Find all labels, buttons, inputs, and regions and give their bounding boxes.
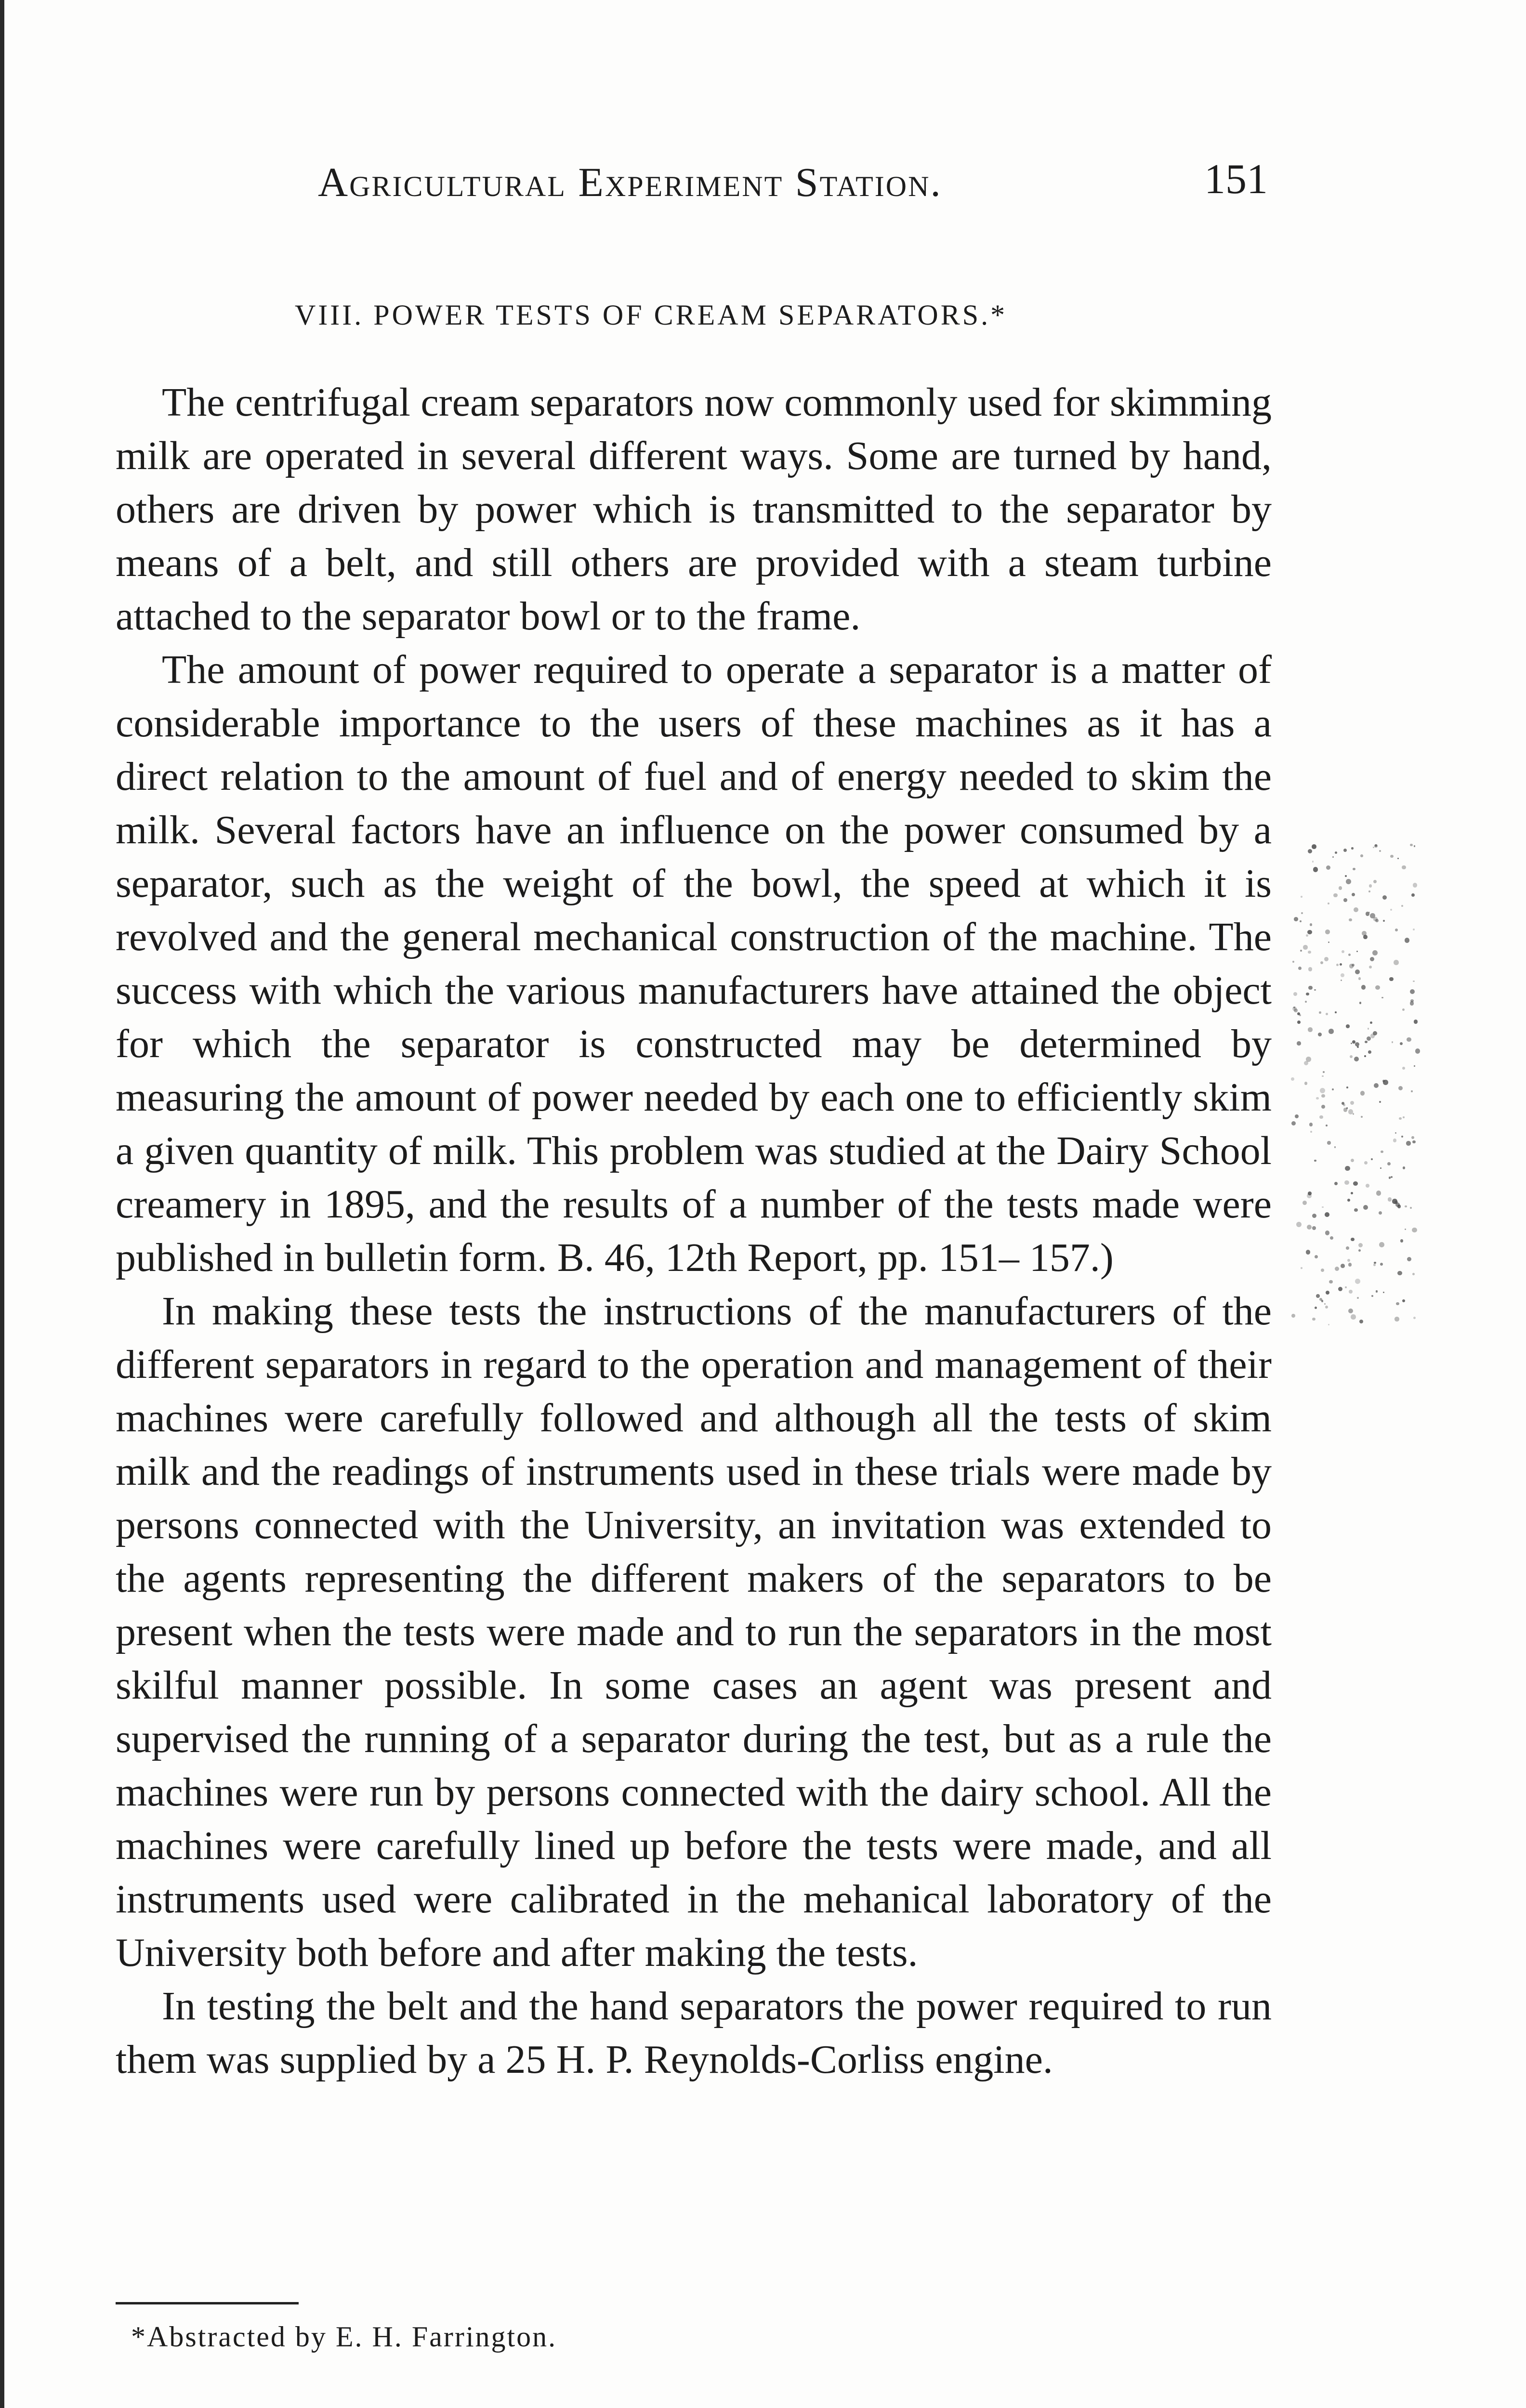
print-speckle bbox=[1308, 967, 1313, 971]
print-speckle bbox=[1370, 957, 1374, 961]
print-speckle bbox=[1379, 1211, 1382, 1215]
print-speckle bbox=[1305, 1001, 1307, 1003]
running-header-title: Agricultural Experiment Station. bbox=[318, 159, 942, 205]
print-speckle bbox=[1313, 867, 1318, 872]
print-speckle bbox=[1345, 875, 1347, 877]
print-speckle bbox=[1302, 1201, 1307, 1205]
print-speckle bbox=[1355, 1042, 1359, 1047]
print-speckle bbox=[1413, 1317, 1416, 1319]
print-speckle bbox=[1370, 1021, 1372, 1024]
print-speckle bbox=[1343, 849, 1347, 852]
print-speckle bbox=[1368, 890, 1370, 892]
print-speckle bbox=[1308, 849, 1312, 853]
print-speckle bbox=[1412, 1273, 1415, 1275]
print-speckle bbox=[1351, 1314, 1355, 1319]
print-speckle bbox=[1293, 992, 1297, 996]
print-speckle bbox=[1319, 1115, 1323, 1119]
print-speckle bbox=[1341, 1264, 1345, 1268]
print-speckle bbox=[1296, 1222, 1302, 1227]
print-speckle bbox=[1303, 945, 1307, 949]
print-speckle bbox=[1400, 1042, 1403, 1045]
print-speckle bbox=[1393, 1139, 1396, 1142]
paragraph-4: In testing the belt and the hand separators the power required to run them was supplied by a 25 H. P. Reynolds-Corliss engine. bbox=[116, 1984, 1272, 2082]
print-speckle bbox=[1341, 973, 1344, 977]
print-speckle bbox=[1332, 856, 1334, 858]
print-speckle bbox=[1301, 912, 1303, 914]
print-speckle bbox=[1405, 938, 1409, 942]
print-speckle bbox=[1346, 1246, 1349, 1250]
print-speckle bbox=[1396, 1302, 1399, 1305]
print-speckle bbox=[1306, 1250, 1310, 1254]
print-speckle bbox=[1326, 865, 1330, 870]
print-speckle bbox=[1319, 1011, 1321, 1014]
print-speckle bbox=[1407, 1257, 1411, 1261]
print-speckle bbox=[1359, 1320, 1363, 1323]
print-speckle bbox=[1312, 1318, 1316, 1321]
print-speckle bbox=[1403, 1116, 1405, 1118]
print-speckle bbox=[1410, 1001, 1414, 1006]
print-speckle bbox=[1357, 1297, 1359, 1299]
print-speckle bbox=[1314, 1160, 1316, 1162]
print-speckle bbox=[1326, 1013, 1329, 1016]
print-speckle bbox=[1351, 847, 1353, 849]
print-speckle bbox=[1312, 844, 1316, 849]
print-speckle bbox=[1374, 1083, 1379, 1088]
print-speckle bbox=[1321, 1094, 1325, 1098]
print-speckle bbox=[1375, 985, 1380, 990]
print-speckle bbox=[1401, 905, 1403, 907]
print-speckle bbox=[1366, 1184, 1369, 1188]
print-speckle bbox=[1325, 929, 1330, 934]
print-speckle bbox=[1363, 1205, 1368, 1210]
print-speckle bbox=[1413, 883, 1418, 888]
print-speckle bbox=[1379, 1242, 1384, 1247]
print-speckle bbox=[1321, 1105, 1325, 1109]
print-speckle bbox=[1306, 934, 1309, 937]
print-speckle bbox=[1381, 997, 1383, 998]
print-speckle bbox=[1325, 1306, 1329, 1309]
print-speckle bbox=[1390, 909, 1392, 911]
print-speckle bbox=[1354, 1208, 1358, 1212]
print-speckle bbox=[1315, 1307, 1317, 1309]
print-speckle bbox=[1358, 1249, 1361, 1252]
print-speckle bbox=[1380, 1167, 1381, 1169]
footnote-rule bbox=[116, 2302, 299, 2304]
print-speckle bbox=[1345, 1286, 1347, 1288]
print-speckle bbox=[1376, 1290, 1378, 1292]
print-speckle bbox=[1361, 985, 1366, 989]
print-speckle bbox=[1376, 1191, 1381, 1195]
print-speckle bbox=[1356, 951, 1358, 953]
print-speckle bbox=[1309, 1123, 1313, 1126]
print-speckle bbox=[1369, 884, 1372, 887]
print-speckle bbox=[1412, 1140, 1416, 1144]
print-speckle bbox=[1322, 1206, 1324, 1208]
print-speckle bbox=[1334, 1182, 1338, 1185]
print-speckle bbox=[1332, 1088, 1334, 1090]
print-speckle bbox=[1415, 1048, 1421, 1054]
print-speckle bbox=[1402, 1008, 1405, 1011]
print-speckle bbox=[1306, 993, 1309, 995]
print-speckle bbox=[1347, 1199, 1350, 1202]
print-speckle bbox=[1312, 1226, 1316, 1230]
print-speckle bbox=[1397, 1271, 1402, 1275]
print-speckle bbox=[1354, 907, 1358, 912]
print-speckle bbox=[1304, 1061, 1308, 1065]
print-speckle bbox=[1334, 1146, 1336, 1148]
print-speckle bbox=[1346, 879, 1351, 884]
print-speckle bbox=[1360, 854, 1363, 857]
print-speckle bbox=[1297, 1041, 1301, 1045]
print-speckle bbox=[1318, 1033, 1322, 1036]
print-speckle bbox=[1325, 1230, 1329, 1235]
print-speckle bbox=[1371, 1295, 1373, 1297]
print-speckle bbox=[1346, 1086, 1348, 1088]
print-speckle bbox=[1403, 1166, 1406, 1169]
print-speckle bbox=[1308, 1027, 1312, 1032]
print-speckle bbox=[1301, 896, 1302, 898]
print-speckle bbox=[1328, 1324, 1329, 1325]
print-speckle bbox=[1410, 989, 1415, 994]
print-speckle bbox=[1360, 1091, 1365, 1095]
print-speckle bbox=[1291, 1077, 1294, 1081]
body-text bbox=[116, 376, 1272, 2086]
print-speckle bbox=[1330, 1236, 1333, 1240]
print-speckle bbox=[1373, 1264, 1376, 1266]
print-speckle bbox=[1347, 1259, 1351, 1262]
print-speckle bbox=[1338, 1287, 1342, 1291]
print-speckle bbox=[1349, 1290, 1353, 1294]
print-speckle bbox=[1291, 1121, 1296, 1125]
print-speckle bbox=[1351, 1159, 1354, 1162]
print-speckle bbox=[1321, 1269, 1324, 1272]
print-speckle bbox=[1312, 1214, 1316, 1218]
print-speckle bbox=[1406, 1141, 1410, 1145]
print-speckle bbox=[1413, 981, 1415, 982]
print-speckle bbox=[1292, 961, 1294, 963]
print-speckle bbox=[1328, 942, 1329, 943]
print-speckle bbox=[1395, 929, 1398, 931]
print-speckle bbox=[1307, 1225, 1312, 1230]
print-speckle bbox=[1351, 1238, 1355, 1242]
print-speckle bbox=[1325, 1212, 1329, 1217]
print-speckle bbox=[1388, 1197, 1392, 1202]
print-speckle bbox=[1373, 880, 1377, 883]
print-speckle bbox=[1379, 850, 1381, 852]
print-speckle bbox=[1326, 1291, 1329, 1295]
print-speckle bbox=[1326, 1125, 1328, 1126]
print-speckle bbox=[1411, 893, 1415, 897]
page-number: 151 bbox=[1204, 156, 1268, 203]
print-speckle bbox=[1307, 930, 1312, 934]
print-speckle bbox=[1402, 1299, 1405, 1302]
print-speckle bbox=[1335, 1267, 1339, 1271]
print-speckle bbox=[1349, 918, 1352, 922]
print-speckle bbox=[1390, 855, 1394, 858]
print-speckle bbox=[1383, 1292, 1384, 1293]
print-speckle bbox=[1414, 1020, 1418, 1024]
print-speckle bbox=[1323, 1071, 1325, 1073]
footnote: *Abstracted by E. H. Farrington. bbox=[131, 2321, 557, 2353]
print-speckle bbox=[1394, 1317, 1399, 1321]
print-speckle bbox=[1344, 1180, 1349, 1185]
print-speckle bbox=[1352, 1040, 1355, 1044]
print-speckle bbox=[1361, 1116, 1363, 1118]
print-speckle bbox=[1320, 1088, 1325, 1093]
print-speckle bbox=[1329, 1280, 1333, 1284]
print-speckle bbox=[1358, 977, 1361, 980]
print-speckle bbox=[1400, 1239, 1403, 1242]
print-speckle bbox=[1329, 1029, 1333, 1034]
print-speckle bbox=[1394, 960, 1399, 965]
print-speckle bbox=[1374, 844, 1378, 848]
print-speckle bbox=[1368, 1028, 1369, 1030]
print-speckle bbox=[1398, 1086, 1403, 1090]
print-speckle bbox=[1379, 1101, 1381, 1103]
print-speckle bbox=[1368, 912, 1370, 913]
section-title: VIII. POWER TESTS OF CREAM SEPARATORS.* bbox=[295, 299, 1008, 331]
print-speckle bbox=[1298, 967, 1302, 970]
print-speckle bbox=[1327, 1141, 1330, 1144]
print-speckle bbox=[1369, 966, 1372, 969]
print-speckle bbox=[1414, 1065, 1415, 1067]
print-speckle bbox=[1291, 1314, 1295, 1318]
print-speckle bbox=[1355, 969, 1360, 974]
print-speckle bbox=[1353, 1181, 1357, 1186]
print-speckle bbox=[1372, 950, 1378, 955]
print-speckle bbox=[1310, 1131, 1312, 1133]
print-speckle bbox=[1304, 1082, 1307, 1085]
print-speckle bbox=[1295, 1114, 1299, 1119]
print-speckle bbox=[1300, 920, 1302, 922]
print-speckle bbox=[1407, 1037, 1411, 1042]
print-speckle bbox=[1322, 1075, 1324, 1077]
print-speckle bbox=[1402, 865, 1406, 869]
print-speckle bbox=[1315, 1255, 1318, 1258]
print-speckle bbox=[1341, 980, 1342, 981]
print-speckle bbox=[1297, 1012, 1300, 1015]
print-speckle bbox=[1383, 1080, 1388, 1085]
print-speckle bbox=[1381, 1151, 1383, 1153]
print-speckle bbox=[1294, 917, 1298, 921]
print-speckle bbox=[1300, 950, 1302, 952]
print-speckle bbox=[1354, 1057, 1359, 1061]
print-speckle bbox=[1352, 893, 1355, 896]
print-speckle bbox=[1370, 913, 1375, 918]
print-speckle bbox=[1312, 861, 1314, 863]
print-speckle bbox=[1346, 1024, 1349, 1028]
print-speckle bbox=[1345, 1166, 1350, 1171]
print-speckle bbox=[1314, 989, 1316, 991]
print-speckle bbox=[1410, 1207, 1412, 1209]
paragraph-1: The centrifugal cream separators now commonly used for skimming milk are operated in several different ways. Some are turned by hand, others are driven by power which is transmitted to the separator by means of a belt, and still others are provided with a steam turbine attached to the separator bowl or to the frame. bbox=[116, 380, 1272, 639]
paragraph-2: The amount of power required to operate a separator is a matter of considerable importance to the users of these machines as it has a direct relation to the amount of fuel and of energy needed to skim the milk. Several factors have an influence on the power consumed by a separator, such as the weight of the bowl, the speed at which it is revolved and the general mechanical construction of the machine. The success with which the various manufacturers have attained the object for which the separator is constructed may be determined by measuring the amount of power needed by each one to efficiently skim a given quantity of milk. This problem was studied at the Dairy School creamery in 1895, and the results of a number of the tests made were published in bulletin form. B. 46, 12th Report, pp. 151– 157.) bbox=[116, 647, 1272, 1280]
print-speckle bbox=[1348, 1109, 1353, 1114]
print-speckle bbox=[1414, 845, 1416, 847]
print-speckle bbox=[1336, 964, 1339, 966]
print-speckle bbox=[1319, 1298, 1322, 1301]
print-speckle bbox=[1351, 1192, 1353, 1194]
print-speckle bbox=[1364, 1055, 1366, 1057]
print-speckle bbox=[1363, 935, 1368, 939]
print-speckle bbox=[1405, 1205, 1407, 1207]
print-speckle bbox=[1413, 929, 1415, 930]
print-speckle bbox=[1395, 1132, 1396, 1134]
print-speckle bbox=[1310, 923, 1312, 926]
print-speckle bbox=[1349, 964, 1354, 968]
print-speckle bbox=[1308, 1191, 1312, 1195]
print-speckle bbox=[1348, 1309, 1353, 1313]
print-speckle bbox=[1335, 851, 1337, 854]
print-speckle bbox=[1383, 920, 1385, 922]
print-speckle bbox=[1328, 903, 1329, 904]
print-speckle bbox=[1350, 1101, 1354, 1105]
print-speckle bbox=[1392, 1199, 1397, 1204]
print-speckle bbox=[1320, 961, 1323, 964]
print-speckle bbox=[1308, 986, 1312, 990]
print-speckle bbox=[1333, 893, 1337, 897]
print-speckle bbox=[1391, 1176, 1393, 1178]
print-speckle bbox=[1397, 858, 1399, 859]
print-speckle bbox=[1342, 950, 1344, 953]
print-speckle bbox=[1316, 1294, 1320, 1298]
print-speckle bbox=[1389, 977, 1393, 981]
print-speckle bbox=[1402, 1067, 1405, 1070]
print-speckle bbox=[1358, 1243, 1363, 1248]
print-speckle bbox=[1297, 1021, 1301, 1024]
print-speckle bbox=[1380, 1263, 1383, 1266]
print-speckle bbox=[1387, 1162, 1391, 1165]
print-speckle bbox=[1411, 1136, 1414, 1139]
print-speckle bbox=[1353, 868, 1355, 870]
paragraph-3: In making these tests the instructions of the manufacturers of the different separators in regard to the operation and management of their machines were carefully followed and although all the tests of skim milk and the readings of instruments used in these trials were made by persons connected with the University, an invitation was extended to the agents representing the different makers of the separators to be present when the tests were made and to run the separators in the most skilful manner possible. In some cases an agent was present and supervised the running of a separator during the test, but as a rule the machines were run by persons connected with the dairy school. All the machines were carefully lined up before the tests were made, and all instruments used were calibrated in the mehanical laboratory of the University both before and after making the tests. bbox=[116, 1289, 1272, 1975]
print-speckle bbox=[1364, 1161, 1368, 1165]
print-speckle bbox=[1350, 1055, 1353, 1058]
print-speckle bbox=[1412, 1228, 1417, 1232]
print-speckle bbox=[1343, 898, 1347, 902]
print-speckle bbox=[1301, 1267, 1302, 1269]
print-speckle bbox=[1346, 1107, 1348, 1109]
print-speckle bbox=[1370, 1034, 1375, 1038]
print-speckle bbox=[1324, 1303, 1326, 1305]
print-speckle bbox=[1335, 1011, 1337, 1013]
print-speckle bbox=[1348, 954, 1351, 956]
print-speckle bbox=[1368, 1050, 1371, 1054]
print-speckle bbox=[1365, 1041, 1367, 1043]
print-speckle bbox=[1405, 1229, 1407, 1230]
print-speckle bbox=[1340, 963, 1342, 966]
print-speckle bbox=[1339, 886, 1342, 890]
print-speckle bbox=[1355, 1279, 1360, 1284]
print-speckle bbox=[1359, 1002, 1361, 1004]
print-speckle bbox=[1371, 1158, 1373, 1161]
page-binding-edge bbox=[0, 0, 4, 2408]
print-speckle bbox=[1410, 844, 1413, 847]
print-speckle bbox=[1382, 895, 1387, 900]
print-speckle bbox=[1316, 1097, 1319, 1100]
print-speckle bbox=[1324, 957, 1329, 961]
print-speckle bbox=[1392, 1041, 1394, 1043]
print-speckle bbox=[1342, 1102, 1344, 1105]
print-speckle bbox=[1348, 1263, 1352, 1267]
print-speckle bbox=[1308, 951, 1311, 954]
print-speckle bbox=[1401, 1136, 1403, 1138]
print-speckle bbox=[1411, 1090, 1412, 1092]
print-speckle bbox=[1399, 1117, 1401, 1120]
